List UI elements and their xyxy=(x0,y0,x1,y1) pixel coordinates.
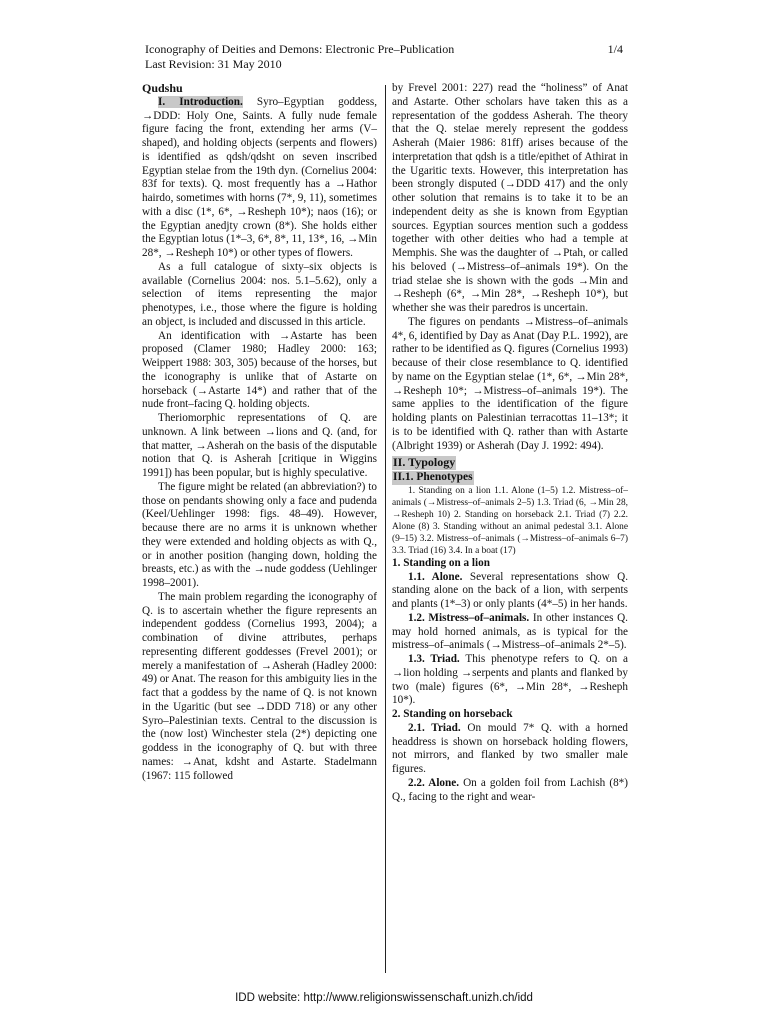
subsection-standing-on-lion: 1. Standing on a lion xyxy=(392,556,490,569)
page-header xyxy=(145,42,623,72)
paragraph-catalogue: As a full catalogue of sixty–six objects is available (Cornelius 2004: nos. 5.1–5.62), only a selection of items representing the major phenotypes, i.e., those where the figure is holding an object, is included and discussed in this article. xyxy=(142,260,377,328)
section-1-1: 1.1. Alone. Several representations show Q. standing alone on the back of a lion, with serpents and plants (1*–3) or only plants (4*–5) in her hands. xyxy=(392,570,628,610)
phenotypes-heading-row xyxy=(392,471,628,485)
section-1-2: 1.2. Mistress–of–animals. In other instances Q. may hold horned animals, as is typical for the mistress–of–animals (→Mistress–of–animals 2*–5). xyxy=(392,611,628,652)
article-title: Qudshu xyxy=(142,81,183,95)
subsection-standing-on-horseback: 2. Standing on horseback xyxy=(392,708,513,720)
footer-website[interactable]: IDD website: http://www.religionswissenschaft.unizh.ch/idd xyxy=(235,992,533,1004)
phenotype-list: 1. Standing on a lion 1.1. Alone (1–5) 1.2. Mistress–of–animals (→Mistress–of–animals 2–5) 1.3. Triad (6, →Min 28, →Resheph 10) 2. Standing on horseback 2.1. Triad (7) 2.2. Alone (8) 3. Standing without an animal pedestal 3.1. Alone (9–15) 3.2. Mistress–of–animals (→Mistress–of–animals 6–7) 3.3. Triad (16) 3.4. In a boat (17) xyxy=(392,485,628,556)
intro-text: Syro–Egyptian goddess, →DDD: Holy One, Saints. A fully nude female figure facing the front, extending her arms (V–shaped), and holding objects (serpents and flowers) is identified as qdsh/qdsht on seven inscribed Egyptian stelae from the 19th dyn. (Cornelius 2004: 83f for texts). Q. most frequently has a →Hathor hairdo, sometimes with horns (7*, 9, 11), sometimes with a disc (1*, 6*, →Resheph 10*); naos (16); or the Egyptian anedjty crown (8*). She holds either the Egyptian lotus (1*–3, 6*, 8*, 11, 13*, 16, →Min 28*, →Resheph 10*) or other types of flowers. xyxy=(142,95,378,259)
paragraph-main-problem: The main problem regarding the iconography of Q. is to ascertain whether the figure represents an independent goddess (Cornelius 1993, 2004); a combination of divine attributes, perhaps representing different goddesses (Frevel 2001); or merely a manifestation of →Asherah (Hadley 2000: 49) or Anat. The reason for this ambiguity lies in the fact that a goddess by the name of Q. is not known in the Ugaritic (but see →DDD 718) or any other Syro–Palestinian texts. Central to the discussion is the (now lost) Winchester stela (2*) depicting one goddess in the iconography of Q. but with three names: →Anat, kdsht and Astarte. Stadelmann (1967: 115 followed xyxy=(142,590,377,782)
revision-date: Last Revision: 31 May 2010 xyxy=(145,57,282,71)
paragraph-theriomorphic: Theriomorphic representations of Q. are unknown. A link between →lions and Q. (and, for that matter, →Asherah on the basis of the disputable notion that Q. is Asherah [critique in Wiggins 1991]) has been popular, but is highly speculative. xyxy=(142,412,377,479)
paragraph-astarte: An identification with →Astarte has been proposed (Clamer 1980; Hadley 2000: 163; Weippert 1988: 303, 305) because of the horses, but the iconography is unlike that of Astarte on horseback (→Astarte 14*) and rather that of the nude front–facing Q. holding objects. xyxy=(142,329,377,411)
left-column xyxy=(142,82,377,783)
introduction-heading: I. Introduction. xyxy=(158,95,243,108)
paragraph-continued: by Frevel 2001: 227) read the “holiness” of Anat and Astarte. Other scholars have taken this as a representation of the goddess Asherah. The theory that the Q. stelae merely represent the goddess Asherah (Maier 1986: 81ff) arises because of the interpretation that qdsh is a title/epithet of Athirat in the Ugaritic texts. However, this interpretation has been strongly disputed (→DDD 417) and the only other solution that remains is to take it to be an independent deity as she is known from Egyptian sources. Egyptian sources mention such a goddess together with other deities who had a temple at Memphis. She was the daughter of →Ptah, or called his beloved (→Mistress–of–animals 19*). On the triad stelae she is shown with the gods →Min and →Resheph (6*, →Min 28*, →Resheph 10*), but whether she was their paredros is uncertain. xyxy=(392,82,628,314)
running-title: Iconography of Deities and Demons: Electronic Pre–Publication xyxy=(145,42,455,56)
section-1-3: 1.3. Triad. This phenotype refers to Q. on a →lion holding →serpents and plants and flanked by two (male) figures (6*, →Min 28*, →Resheph 10*). xyxy=(392,653,628,707)
section-2-2: 2.2. Alone. On a golden foil from Lachish (8*) Q., facing to the right and wear- xyxy=(392,776,628,803)
right-column xyxy=(392,82,628,804)
typology-heading-row xyxy=(392,456,628,471)
phenotypes-heading: II.1. Phenotypes xyxy=(393,471,473,483)
page-number: 1/4 xyxy=(607,42,623,56)
column-divider xyxy=(385,85,386,973)
section-2-1: 2.1. Triad. On mould 7* Q. with a horned headdress is shown on horseback holding flowers, not mirrors, and flanked by two smaller male figures. xyxy=(392,721,629,775)
paragraph-pendant-figures: The figures on pendants →Mistress–of–animals 4*, 6, identified by Day as Anat (Day P.L. 1992), are rather to be identified as Q. figures (Cornelius 1993) because of their close resemblance to Q. identified by name on the Egyptian stelae (1*, 6*, →Min 28*, →Resheph 10*; →Mistress–of–animals 19*). The same applies to the identification of the figure holding plants on Palestinian terracottas 11–13*; it is to be identified with Q. rather than with Astarte (Albright 1939) or Asherah (Day J. 1992: 494). xyxy=(392,315,628,452)
paragraph-pendants: The figure might be related (an abbreviation?) to those on pendants showing only a face and pudenda (Keel/Uehlinger 1998: figs. 48–49). However, because there are no arms it is unknown whether they were extended and holding objects as with Q., or in another position (hanging down, holding the breasts, etc.) as with the →nude goddess (Uehlinger 1998–2001). xyxy=(142,480,377,589)
intro-paragraph xyxy=(142,96,377,261)
typology-heading: II. Typology xyxy=(393,455,456,470)
